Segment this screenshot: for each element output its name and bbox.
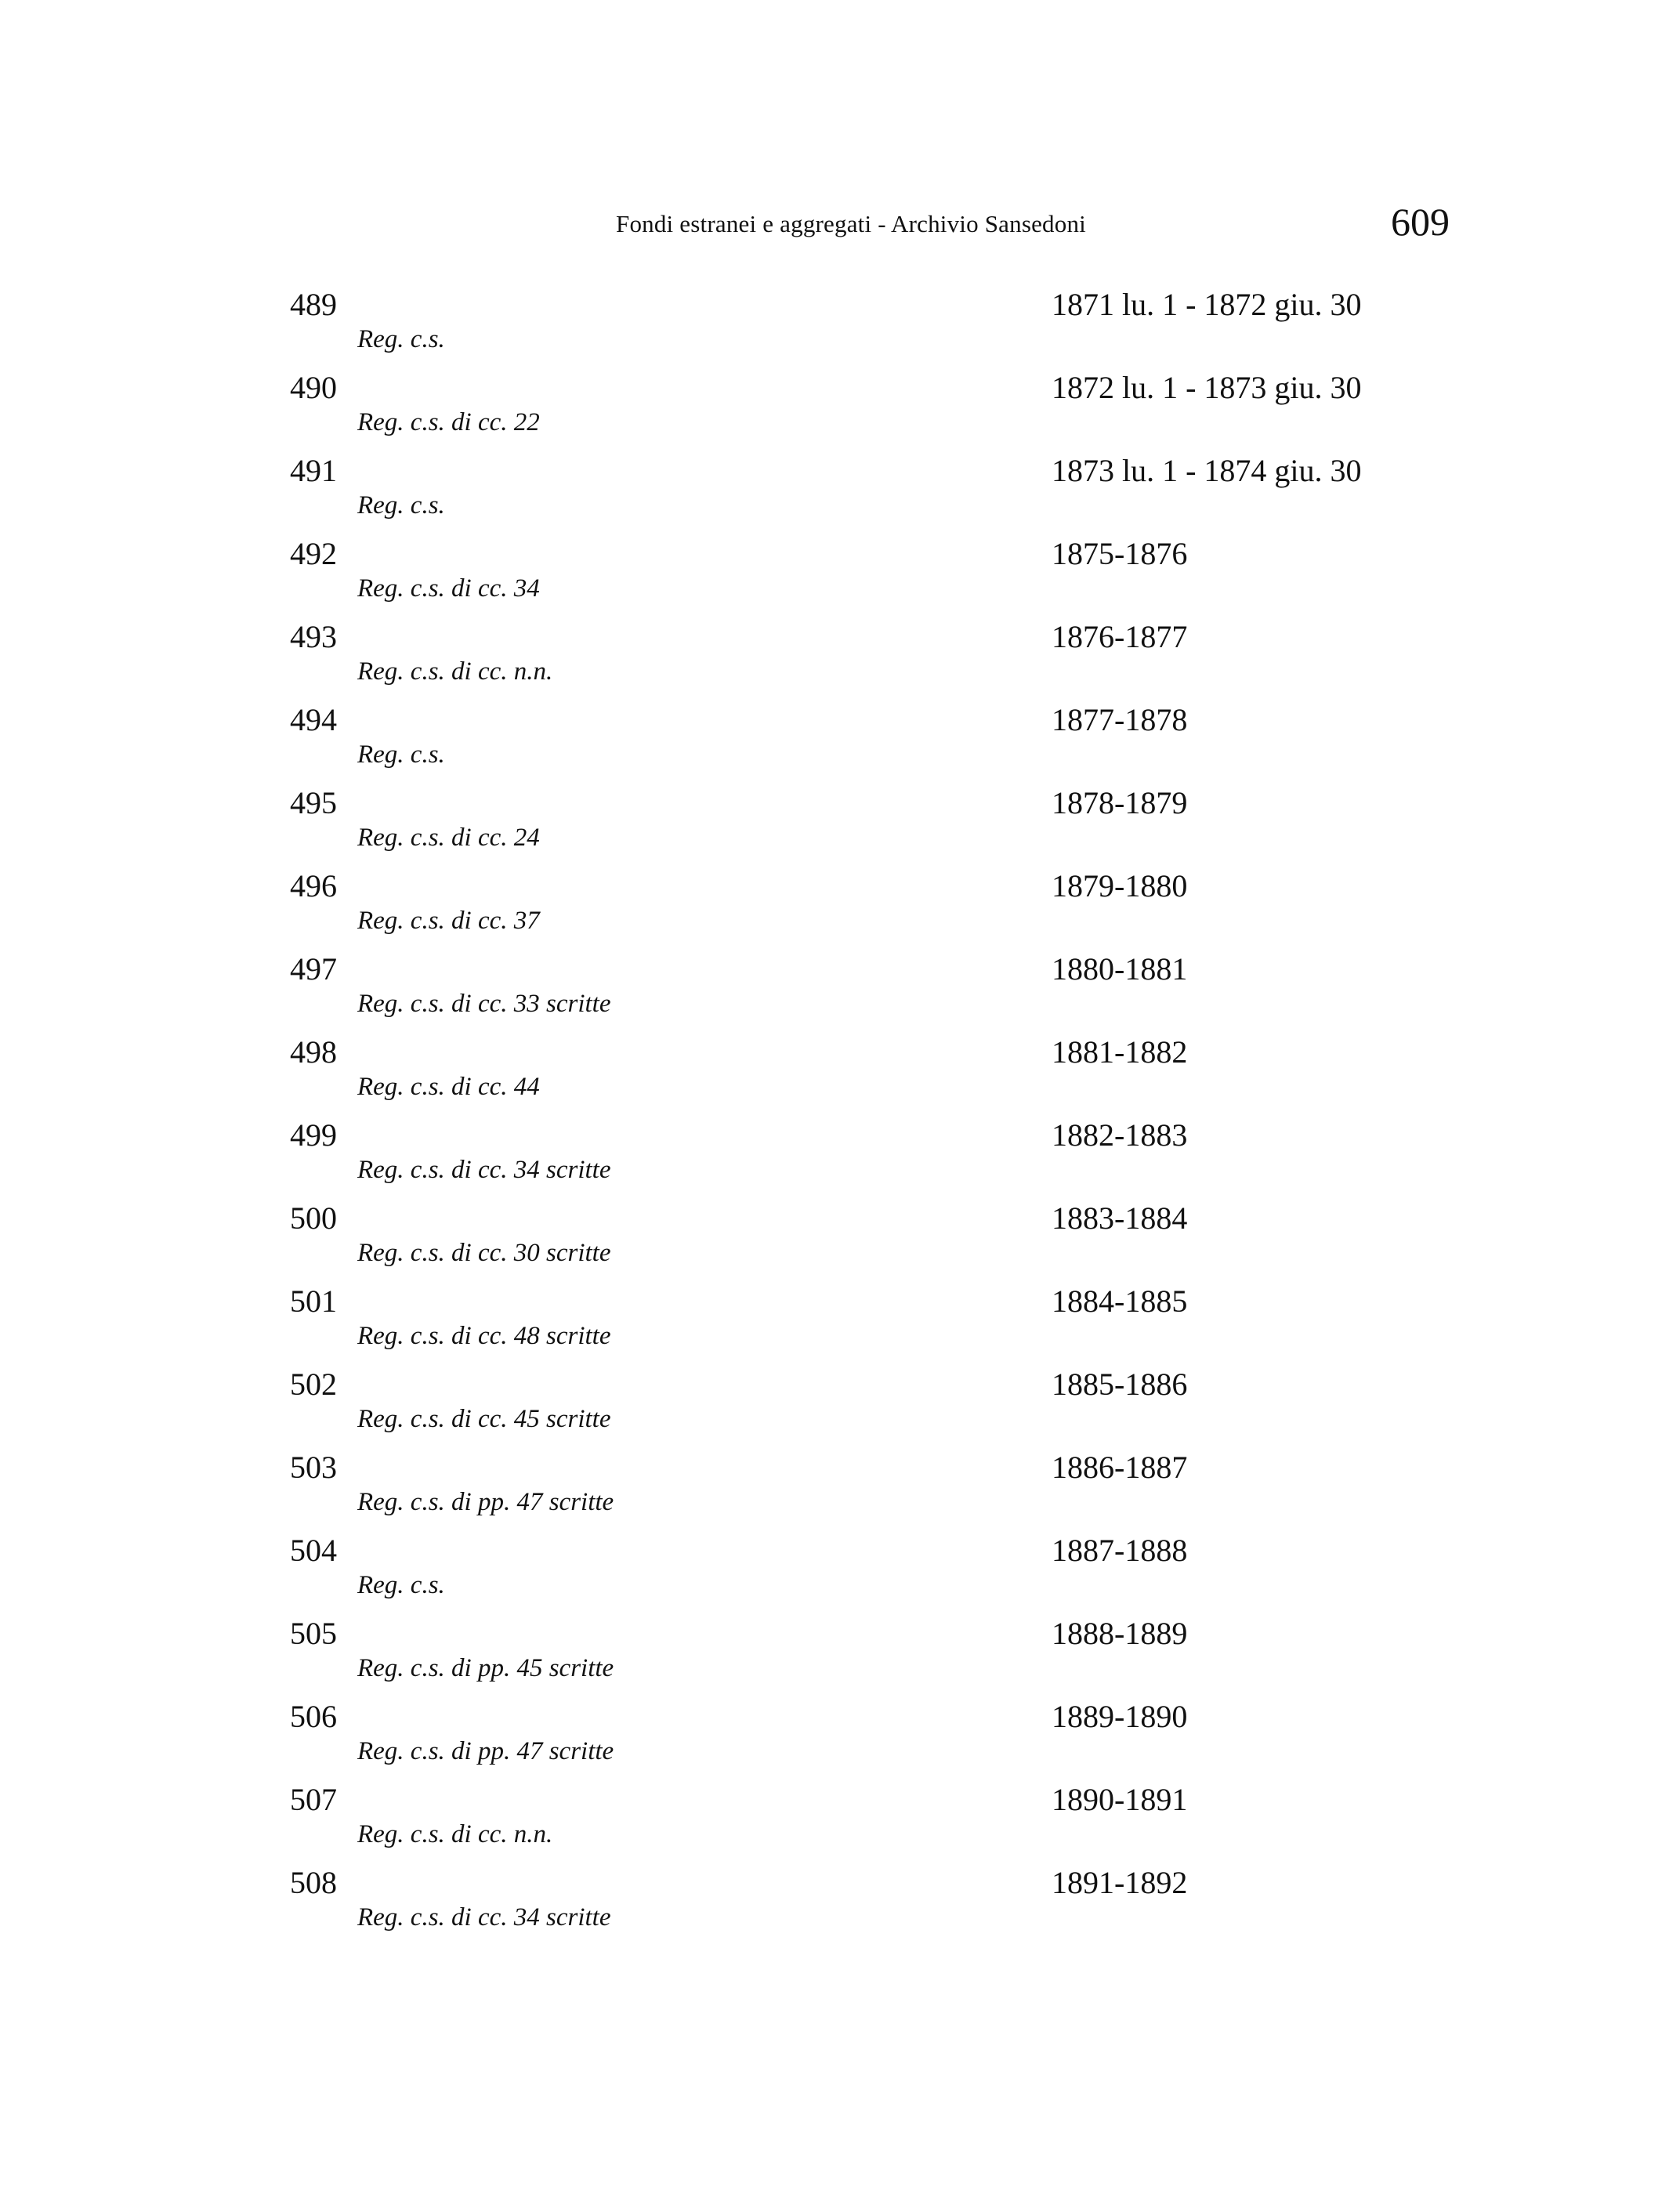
entry-description: Reg. c.s. di cc. n.n.	[357, 657, 553, 686]
entry-number: 493	[290, 619, 337, 654]
entry-description: Reg. c.s. di cc. 22	[357, 408, 540, 436]
archive-entry	[290, 702, 1403, 785]
entry-description: Reg. c.s. di cc. 34 scritte	[357, 1156, 611, 1184]
archive-entry	[290, 287, 1403, 370]
archive-entry	[290, 1699, 1403, 1782]
entry-description: Reg. c.s. di cc. 37	[357, 907, 540, 935]
archive-entry	[290, 1034, 1403, 1117]
entry-number: 503	[290, 1450, 337, 1485]
entry-number: 492	[290, 536, 337, 571]
entry-number: 490	[290, 370, 337, 405]
entry-number: 489	[290, 287, 337, 322]
entry-description: Reg. c.s. di cc. 48 scritte	[357, 1322, 611, 1350]
entry-description: Reg. c.s. di pp. 45 scritte	[357, 1654, 614, 1682]
entry-number: 502	[290, 1367, 337, 1402]
archive-entry	[290, 1117, 1403, 1200]
entry-date: 1882-1883	[1052, 1117, 1188, 1153]
archive-entry	[290, 1533, 1403, 1616]
entry-date: 1876-1877	[1052, 619, 1188, 654]
entry-date: 1891-1892	[1052, 1865, 1188, 1900]
entry-date: 1880-1881	[1052, 951, 1188, 987]
entry-date: 1871 lu. 1 - 1872 giu. 30	[1052, 287, 1362, 322]
running-title: Fondi estranei e aggregati - Archivio Sansedoni	[616, 210, 1086, 237]
entry-date: 1875-1876	[1052, 536, 1188, 571]
entry-description: Reg. c.s. di cc. 33 scritte	[357, 990, 611, 1018]
entry-description: Reg. c.s. di cc. 44	[357, 1073, 540, 1101]
archive-entry	[290, 1200, 1403, 1283]
archive-entry	[290, 785, 1403, 868]
entry-description: Reg. c.s. di cc. 30 scritte	[357, 1239, 611, 1267]
entry-number: 501	[290, 1283, 337, 1319]
entry-date: 1873 lu. 1 - 1874 giu. 30	[1052, 453, 1362, 488]
entry-number: 496	[290, 868, 337, 903]
entry-description: Reg. c.s. di cc. 24	[357, 824, 540, 852]
entry-description: Reg. c.s. di cc. 34 scritte	[357, 1903, 611, 1932]
entry-date: 1881-1882	[1052, 1034, 1188, 1070]
entry-description: Reg. c.s.	[357, 740, 445, 769]
entry-number: 498	[290, 1034, 337, 1070]
archive-entry	[290, 1616, 1403, 1699]
entry-date: 1890-1891	[1052, 1782, 1188, 1817]
entry-number: 495	[290, 785, 337, 820]
entry-description: Reg. c.s.	[357, 491, 445, 520]
archive-entry	[290, 1782, 1403, 1865]
archive-entry	[290, 951, 1403, 1034]
archive-entry	[290, 1865, 1403, 1948]
archive-entry	[290, 1283, 1403, 1367]
entry-description: Reg. c.s. di cc. n.n.	[357, 1820, 553, 1848]
entry-number: 500	[290, 1200, 337, 1236]
archive-entry	[290, 1367, 1403, 1450]
entry-description: Reg. c.s. di cc. 34	[357, 574, 540, 603]
archive-entry	[290, 453, 1403, 536]
entry-date: 1883-1884	[1052, 1200, 1188, 1236]
entry-date: 1872 lu. 1 - 1873 giu. 30	[1052, 370, 1362, 405]
entry-number: 504	[290, 1533, 337, 1568]
entry-description: Reg. c.s. di cc. 45 scritte	[357, 1405, 611, 1433]
entry-date: 1877-1878	[1052, 702, 1188, 737]
entry-description: Reg. c.s.	[357, 1571, 445, 1599]
entry-number: 491	[290, 453, 337, 488]
entry-date: 1879-1880	[1052, 868, 1188, 903]
entry-date: 1885-1886	[1052, 1367, 1188, 1402]
entry-description: Reg. c.s. di pp. 47 scritte	[357, 1737, 614, 1765]
entry-number: 497	[290, 951, 337, 987]
entry-description: Reg. c.s. di pp. 47 scritte	[357, 1488, 614, 1516]
archive-entry	[290, 868, 1403, 951]
page-header	[611, 200, 1465, 252]
archive-entry	[290, 619, 1403, 702]
archive-entry	[290, 1450, 1403, 1533]
entry-description: Reg. c.s.	[357, 325, 445, 353]
entry-date: 1889-1890	[1052, 1699, 1188, 1734]
archive-entry	[290, 536, 1403, 619]
entry-number: 505	[290, 1616, 337, 1651]
entry-date: 1888-1889	[1052, 1616, 1188, 1651]
entry-number: 499	[290, 1117, 337, 1153]
archive-entry	[290, 370, 1403, 453]
entry-date: 1884-1885	[1052, 1283, 1188, 1319]
entry-number: 494	[290, 702, 337, 737]
entry-number: 508	[290, 1865, 337, 1900]
archive-entry-list	[290, 287, 1403, 1948]
entry-number: 506	[290, 1699, 337, 1734]
entry-date: 1878-1879	[1052, 785, 1188, 820]
entry-date: 1887-1888	[1052, 1533, 1188, 1568]
entry-number: 507	[290, 1782, 337, 1817]
page-number: 609	[1391, 200, 1450, 244]
entry-date: 1886-1887	[1052, 1450, 1188, 1485]
